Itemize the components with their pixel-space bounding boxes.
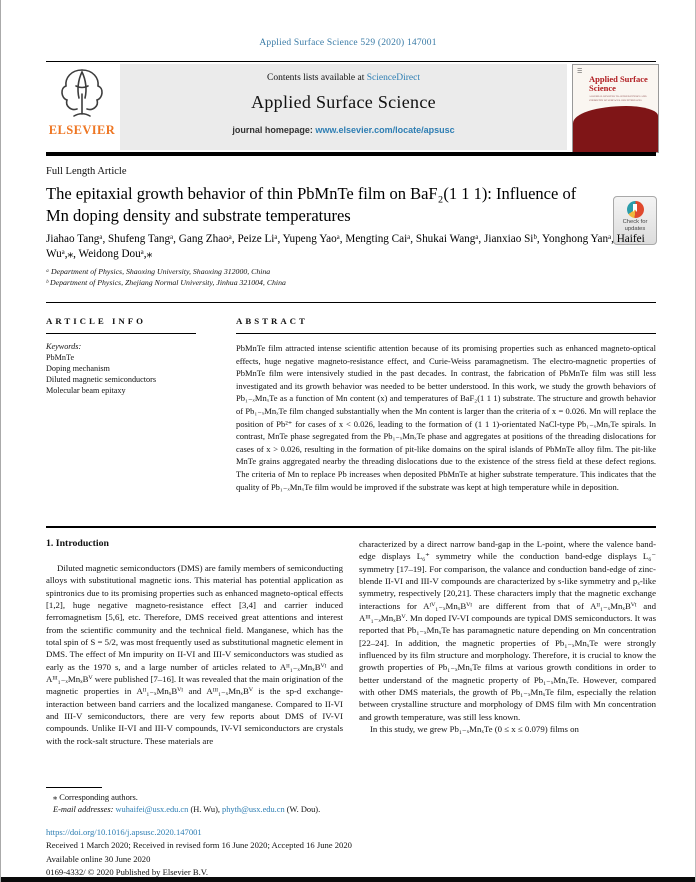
email1-suffix: (H. Wu),: [188, 805, 223, 814]
homepage-label: journal homepage:: [232, 125, 316, 135]
abstract-bottom-rule: [46, 526, 656, 528]
abstract-heading: ABSTRACT: [236, 316, 308, 326]
keyword-item: Doping mechanism: [46, 364, 110, 373]
abstract-text: PbMnTe film attracted intense scientific attention because of its promising properties such as enhanced magneto-optical effects, huge negative magneto-resistance effect, and Curie-Weiss paramagnetism. The electro-magnetic properties of PbMnTe film were intensively studied in the past decades. In contrast, the fabrication of PbMnTe film was still less investigated and its growth behavior was needed to be better understood. In this work, we study the growth behaviors of Pb₁₋ₓMnₓTe as a function of Mn content (x) and temperatures of BaF₂(1 1 1) substrate. The structure and growth behavior of Pb₁₋ₓMnₓTe film changed substantially when the Mn content is larger than the criteria of x = 0.026. Mn will replace the position of Pb²⁺ for cases of x < 0.026, leading to the formation of (1 1 1)-orientated NaCl-type Pb₁₋ₓMnₓTe spirals. In contrast, MnTe phase segregated from the Pb₁₋ₓMnₓTe phase and aggregates at positions of the threading dislocations for cases of x > 0.026, resulting in the formation of pit-like domains on the spiral islands of PbMnTe alloy film. The pit-like MnTe grains aggregated nearby the threading dislocations due to the existence of the stress field at these defect regions. The criteria of Mn to replace Pb increases when deposited PbMnTe at higher substrate temperature. This indicates that the quality of Pb₁₋ₓMnₓTe film would be improved if the substrate was kept at high temperature while in deposition.: [236, 343, 656, 492]
info-block-top-rule: [46, 302, 656, 303]
email-link-dou[interactable]: phyth@usx.edu.cn: [222, 805, 285, 814]
body-paragraph: In this study, we grew Pb₁₋ₓMnₓTe (0 ≤ x ≤ 0.079) films on: [370, 724, 579, 735]
homepage-link[interactable]: www.elsevier.com/locate/apsusc: [315, 125, 455, 135]
cover-subtitle: A JOURNAL DEVOTED TO APPLIED PHYSICS AND CHEMISTRY OF SURFACES AND INTERFACES: [589, 95, 647, 102]
homepage-line: [120, 125, 567, 135]
check-for-updates-label: Check for updates: [622, 219, 648, 232]
article-info-heading-rule: [46, 333, 196, 334]
masthead-bottom-rule: [46, 152, 656, 156]
keywords-label: Keywords:: [46, 342, 82, 351]
footnote-block: [46, 787, 466, 816]
doi-link[interactable]: https://doi.org/10.1016/j.apsusc.2020.147001: [46, 827, 202, 837]
journal-title: Applied Surface Science: [251, 92, 436, 112]
scan-edge-bar: [1, 877, 695, 882]
crossmark-icon: [627, 201, 644, 218]
footnote-rule: [46, 787, 102, 788]
cover-publisher-mark-icon: ☰: [577, 69, 583, 75]
affiliation-b: ᵇ Department of Physics, Zhejiang Normal University, Jinhua 321004, China: [46, 277, 286, 287]
footer-block: [46, 826, 656, 880]
elsevier-logo: [46, 64, 118, 150]
body-paragraph: Diluted magnetic semiconductors (DMS) are family members of semiconducting alloys with substitutional magnetic ions. This material has potential application as spintronics due to its promising properties such as enhanced magneto-optical effects [1,2], huge negative magneto-resistance effect [3,4] and carrier induced ferromagnetism [5,6], etc. Therefore, DMS received great attentions and interest from the scientific community and the technical field. Manganese, which has the total spin of S = 5/2, was most frequently used as substitutional magnetic element in DMS. The effect of Mn impurity on II-VI and III-V semiconductors was studied as early as the 1970 s, and a large number of articles related to Aᴵᴵ₁₋ₓMnₓBⱽᴵ and Aᴵᴵᴵ₁₋ₓMnₓBⱽ were published [7–16]. It was revealed that the main origination of the magnetic properties in Aᴵᴵ₁₋ₓMnₓBⱽᴵ and Aᴵᴵᴵ₁₋ₓMnₓBⱽ is the sp-d exchange-interaction between band carriers and the localized manganese. Compared to II-VI and III-V semiconductors, there are very few reports about DMS of IV-VI compounds. Unlike II-VI and III-V compounds, IV-VI semiconductors are crystals with the rock-salt structure. These materials are: [46, 563, 343, 746]
elsevier-wordmark: ELSEVIER: [48, 123, 116, 137]
email-label: E-mail addresses:: [53, 805, 116, 814]
contents-prefix: Contents lists available at: [266, 73, 367, 83]
body-columns: [46, 538, 656, 747]
author-list: Jiahao Tangᵃ, Shufeng Tangᵃ, Gang Zhaoᵃ, Peize Liᵃ, Yupeng Yaoᵃ, Mengting Caiᵃ, Shukai Wangᵃ, Jianxiao Siᵇ, Yonghong Yanᵃ, Haifei Wuᵃ,⁎, Weidong Douᵃ,⁎: [46, 233, 645, 260]
cover-title: Applied Surface Science: [589, 74, 648, 93]
email2-suffix: (W. Dou).: [284, 805, 321, 814]
email-line: [46, 804, 466, 816]
masthead-box: [120, 64, 567, 150]
corresponding-authors-note: ⁎ Corresponding authors.: [53, 793, 138, 802]
cover-red-curve: [573, 106, 658, 152]
keyword-item: PbMnTe: [46, 353, 75, 362]
article-info-heading: ARTICLE INFO: [46, 316, 146, 326]
introduction-heading: 1. Introduction: [46, 538, 109, 549]
body-paragraph: characterized by a direct narrow band-gap in the L-point, where the valence band-edge displays L₆⁺ symmetry while the conduction band-edge displays L₆⁻ symmetry [17–19]. For comparison, the valance and conduction band-edge of zinc-blende II-VI and III-V compounds are characterized by s-like symmetry and pₓ-like symmetry, respectively [20,21]. These characters imply that the magnetic exchange interactions for Aᴵⱽ₁₋ₓMnₓBⱽᴵ are different from that of Aᴵᴵ₁₋ₓMnₓBⱽᴵ and Aᴵᴵᴵ₁₋ₓMnₓBⱽ. Mn doped IV-VI compounds are typical DMS semiconductors. It was reported that Pb₁₋ₓMnₓTe has paramagnetic nature depending on Mn concentration [22–24]. In addition, the magnetic properties of Pb₁₋ₓMnₓTe were strongly influenced by its film structure and morphology. Therefore, it is crucial to know the growth properties of Pb₁₋ₓMnₓTe films at various growth conditions in order to better understand of the magnetic property of Pb₁₋ₓMnₓTe. However, compared with other DMS materials, the growth of Pb₁₋ₓMnₓTe film, especially the relation between crystalline structure and morphology of DMS film with Mn concentration and growth temperature, was still less known.: [359, 539, 656, 722]
contents-line: [120, 73, 567, 83]
article-info-column: [46, 316, 218, 396]
journal-citation: Applied Surface Science 529 (2020) 147001: [259, 38, 437, 48]
journal-cover-thumbnail[interactable]: [572, 64, 659, 153]
sciencedirect-link[interactable]: ScienceDirect: [366, 73, 420, 83]
email-link-wu[interactable]: wuhaifei@usx.edu.cn: [115, 805, 189, 814]
affiliation-a: ᵃ Department of Physics, Shaoxing University, Shaoxing 312000, China: [46, 267, 271, 276]
abstract-heading-rule: [236, 333, 656, 334]
keyword-item: Diluted magnetic semiconductors: [46, 375, 157, 384]
article-title: The epitaxial growth behavior of thin PbMnTe film on BaF₂(1 1 1): Influence of Mn doping density and substrate temperatures: [46, 184, 577, 225]
affiliations: [46, 267, 606, 288]
elsevier-tree-icon: [53, 64, 111, 122]
body-right-column: [359, 538, 656, 747]
header-top-rule: [46, 61, 656, 62]
article-type-label: Full Length Article: [46, 166, 127, 177]
body-left-column: [46, 538, 343, 747]
issn-copyright: 0169-4332/ © 2020 Published by Elsevier B.V.: [46, 867, 209, 878]
keyword-item: Molecular beam epitaxy: [46, 386, 126, 395]
received-dates: Received 1 March 2020; Received in revised form 16 June 2020; Accepted 16 June 2020: [46, 840, 352, 851]
abstract-column: [236, 316, 656, 493]
available-online: Available online 30 June 2020: [46, 853, 151, 864]
